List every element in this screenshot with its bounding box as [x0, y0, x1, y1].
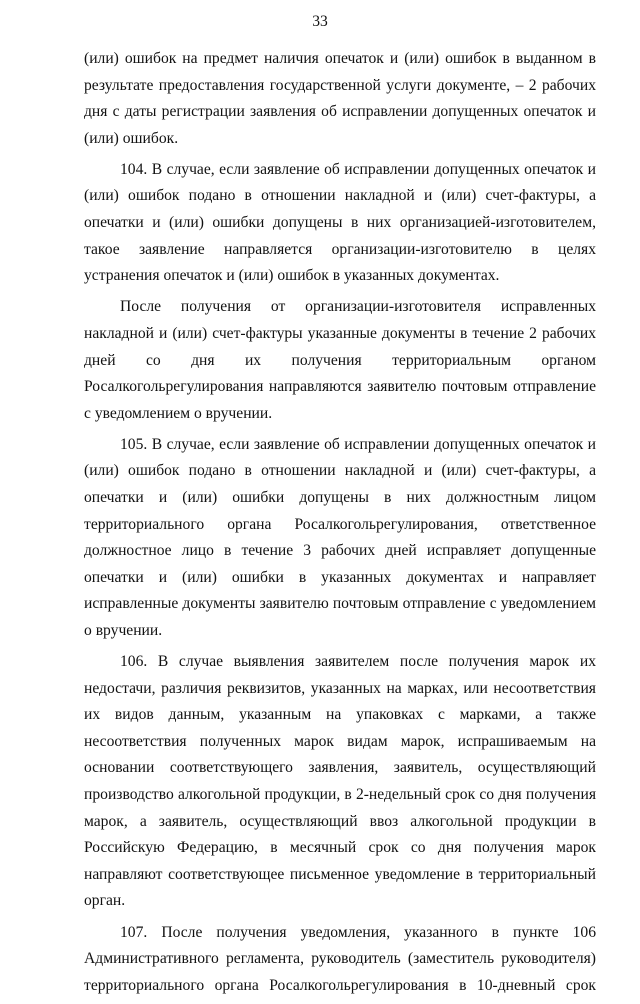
paragraph-107: 107. После получения уведомления, указанного в пункте 106 Административного регламента, руководитель (заместитель руководителя) территориального органа Росалкогольрегулирования в 10-дневный срок	[84, 923, 596, 994]
paragraph-106: 106. В случае выявления заявителем после получения марок их недостачи, различия реквизитов, указанных на марках, или несоответствия их видов данным, указанным на упаковках с марками, а также несоответствия полученных марок видам марок, испрашиваемым на основании соответствующего заявления, заявитель, осуществляющий производство алкогольной продукции, в 2-недельный срок со дня получения марок, а заявитель, осуществляющий ввоз алкогольной продукции в Российскую Федерацию, в месячный срок со дня получения марок направляют соответствующее письменное уведомление в территориальный орган.	[84, 653, 596, 910]
page-number: 33	[312, 13, 328, 30]
paragraph-104: 104. В случае, если заявление об исправлении допущенных опечаток и (или) ошибок подано в отношении накладной и (или) счет-фактуры, а опечатки и (или) ошибки допущены в них организацией-изготовителем, такое заявление направляется организации-изготовителю в целях устранения опечаток и (или) ошибок в указанных документах.	[84, 160, 596, 285]
paragraph-104-continued: После получения от организации-изготовителя исправленных накладной и (или) счет-фактуры указанные документы в течение 2 рабочих дней со дня их получения территориальным органом Росалкогольрегулирования направляются заявителю почтовым отправление с уведомлением о вручении.	[84, 298, 596, 422]
paragraph-105: 105. В случае, если заявление об исправлении допущенных опечаток и (или) ошибок подано в отношении накладной и (или) счет-фактуры, а опечатки и (или) ошибки допущены в них должностным лицом территориального органа Росалкогольрегулирования, ответственное должностное лицо в течение 3 рабочих дней исправляет допущенные опечатки и (или) ошибки в указанных документах и направляет исправленные документы заявителю почтовым отправление с уведомлением о вручении.	[84, 435, 596, 639]
paragraph-continuation: (или) ошибок на предмет наличия опечаток и (или) ошибок в выданном в результате предоставления государственной услуги документе, – 2 рабочих дня с даты регистрации заявления об исправлении допущенных опечаток и (или) ошибок.	[84, 50, 596, 147]
document-body	[84, 46, 596, 1004]
